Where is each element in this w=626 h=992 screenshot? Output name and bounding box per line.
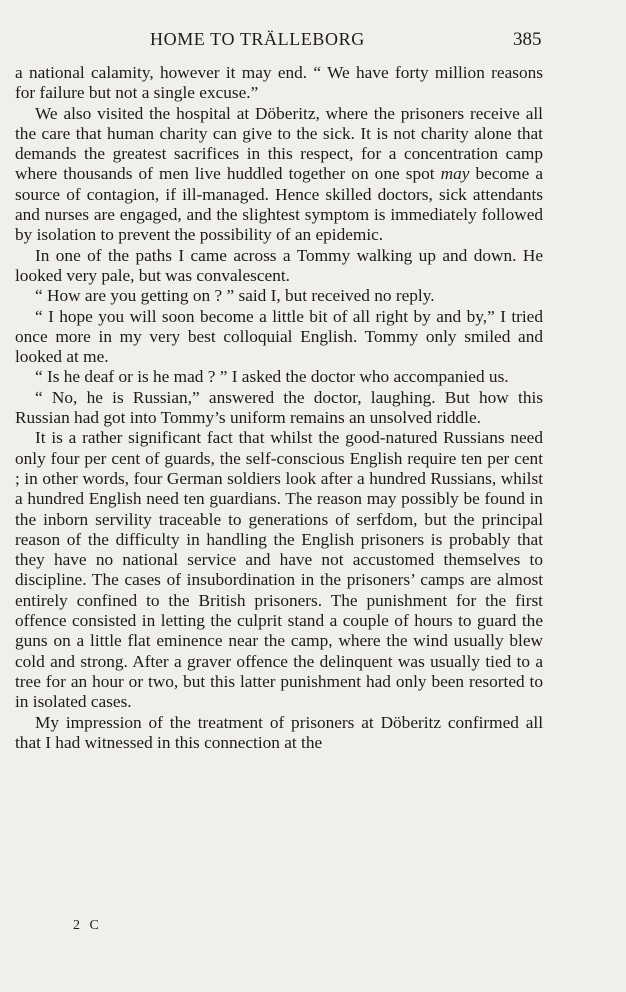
chapter-title: HOME TO TRÄLLEBORG <box>150 29 365 49</box>
paragraph-dialogue-1: “ How are you getting on ? ” said I, but received no reply. <box>35 286 435 306</box>
paragraph-guards: It is a rather significant fact that whilst the good-natured Russians need only four per cent of guards, the self-conscious English require ten per cent ; in other words, four German soldiers look after a hundred Russians, whilst a hundred English need ten guardians. The reason may possibly be found in the inborn servility traceable to generations of serfdom, but the principal reason of the difficulty in handling the English prisoners is probably that they have no national service and have not accustomed themselves to discipline. The cases of insubordination in the prisoners’ camps are almost entirely confined to the British prisoners. The punishment for the first offence consisted in letting the culprit stand a couple of hours to guard the guns on a little flat eminence near the camp, where the wind usually blew cold and strong. After a graver offence the delinquent was usually tied to a tree for an hour or two, but this latter punishment had only been resorted to in isolated cases. <box>15 428 543 712</box>
paragraph-dialogue-3: “ Is he deaf or is he mad ? ” I asked the doctor who accompanied us. <box>35 367 509 387</box>
paragraph-dialogue-2: “ I hope you will soon become a little bit of all right by and by,” I tried once more in my very best colloquial English. Tommy only smiled and looked at me. <box>15 306 543 367</box>
running-head <box>0 29 626 53</box>
body-text <box>15 63 543 753</box>
page-number: 385 <box>513 29 542 50</box>
paragraph-continuation: a national calamity, however it may end. “ We have forty million reasons for failure but not a single excuse.” <box>15 63 543 103</box>
paragraph-hospital: We also visited the hospital at Döberitz, where the prisoners receive all the care that human charity can give to the sick. It is not charity alone that demands the greatest sacrifices in this respect, for a concentration camp where thousands of men live huddled together on one spot may become a source of contagion, if ill-managed. Hence skilled doctors, sick attendants and nurses are engaged, and the slightest symptom is immediately followed by isolation to prevent the possibility of an epidemic. <box>15 103 544 245</box>
emphasis-may: may <box>440 164 470 184</box>
paragraph-tommy: In one of the paths I came across a Tommy walking up and down. He looked very pale, but was convalescent. <box>15 245 543 285</box>
signature-mark: 2 C <box>73 918 102 933</box>
paragraph-dialogue-4: “ No, he is Russian,” answered the doctor, laughing. But how this Russian had got into Tommy’s uniform remains an unsolved riddle. <box>15 387 543 428</box>
paragraph-impression: My impression of the treatment of prisoners at Döberitz confirmed all that I had witnessed in this connection at the <box>15 712 543 752</box>
